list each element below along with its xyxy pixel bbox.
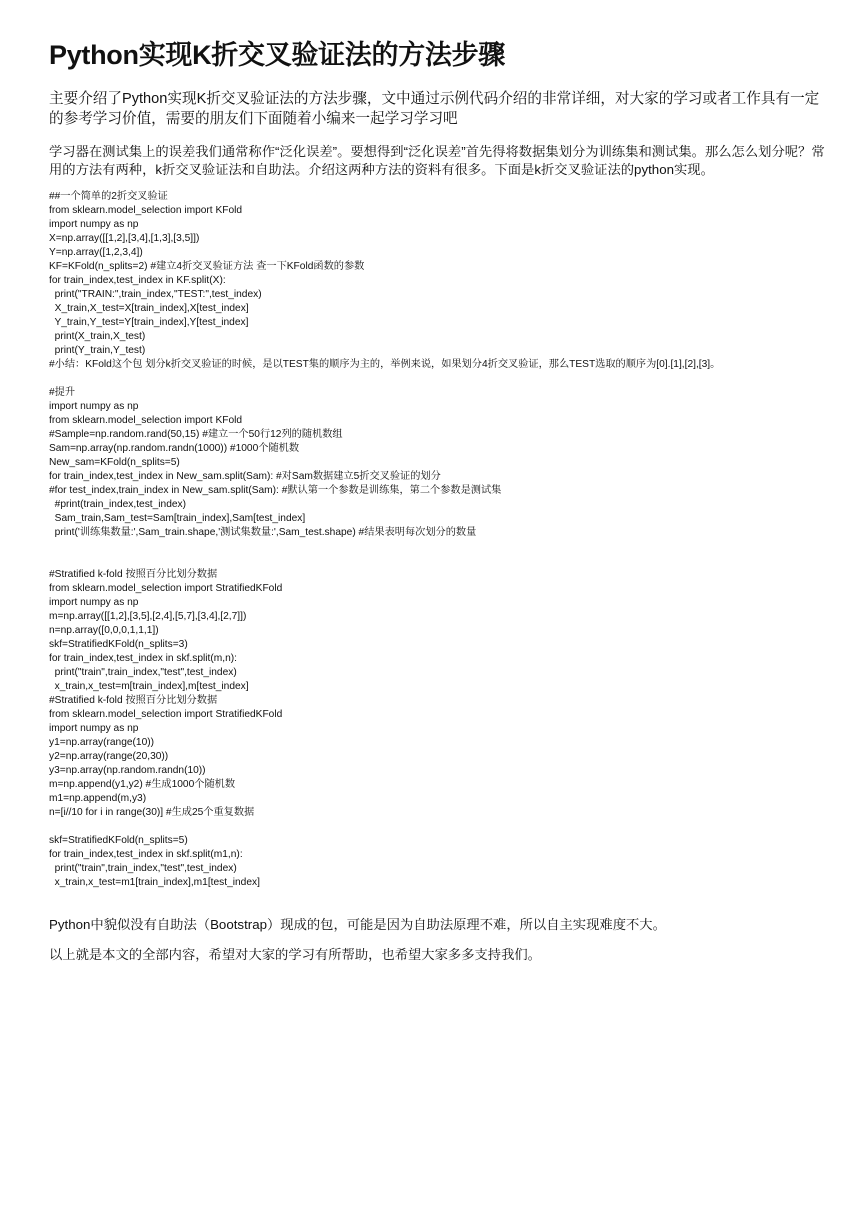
code-line: #Stratified k-fold 按照百分比划分数据 [49, 695, 218, 706]
code-line: Y=np.array([1,2,3,4]) [49, 247, 143, 258]
code-line: X_train,X_test=X[train_index],X[test_index] [49, 303, 249, 314]
article-intro: 主要介绍了Python实现K折交叉验证法的方法步骤，文中通过示例代码介绍的非常详细，对大家的学习或者工作具有一定的参考学习价值，需要的朋友们下面随着小编来一起学习学习吧 [49, 91, 820, 127]
code-line: n=np.array([0,0,0,1,1,1]) [49, 625, 159, 636]
code-line: skf=StratifiedKFold(n_splits=5) [49, 835, 188, 846]
code-line: import numpy as np [49, 723, 139, 734]
code-line: m=np.array([[1,2],[3,5],[2,4],[5,7],[3,4],[2,7]]) [49, 611, 247, 622]
code-line: from sklearn.model_selection import KFold [49, 205, 243, 216]
code-line: m1=np.append(m,y3) [49, 793, 147, 804]
code-line: Y_train,Y_test=Y[train_index],Y[test_index] [49, 317, 249, 328]
code-line: from sklearn.model_selection import KFold [49, 415, 243, 426]
article-title: Python实现K折交叉验证法的方法步骤 [49, 40, 505, 70]
article-outro-1: Python中貌似没有自助法（Bootstrap）现成的包，可能是因为自助法原理不难，所以自主实现难度不大。 [49, 917, 666, 932]
code-line: X=np.array([[1,2],[3,4],[1,3],[3,5]]) [49, 233, 200, 244]
code-line: x_train,x_test=m[train_index],m[test_index] [49, 681, 249, 692]
article-paragraph: 学习器在测试集上的误差我们通常称作“泛化误差”。要想得到“泛化误差”首先得将数据集划分为训练集和测试集。那么怎么划分呢？常用的方法有两种，k折交叉验证法和自助法。介绍这两种方法的资料有很多。下面是k折交叉验证法的python实现。 [49, 144, 825, 177]
code-line: skf=StratifiedKFold(n_splits=3) [49, 639, 188, 650]
code-line: from sklearn.model_selection import StratifiedKFold [49, 709, 283, 720]
code-line: import numpy as np [49, 219, 139, 230]
code-line: print(Y_train,Y_test) [49, 345, 146, 356]
code-line: #Sample=np.random.rand(50,15) #建立一个50行12列的随机数组 [49, 429, 343, 440]
code-line: print('训练集数量:',Sam_train.shape,'测试集数量:',Sam_test.shape) #结果表明每次划分的数量 [49, 527, 477, 538]
code-line: for train_index,test_index in New_sam.split(Sam): #对Sam数据建立5折交叉验证的划分 [49, 471, 441, 482]
code-line: print(X_train,X_test) [49, 331, 146, 342]
article-outro-2: 以上就是本文的全部内容，希望对大家的学习有所帮助，也希望大家多多支持我们。 [49, 947, 541, 962]
code-line: #print(train_index,test_index) [49, 499, 187, 510]
code-line: from sklearn.model_selection import StratifiedKFold [49, 583, 283, 594]
code-line: print("TRAIN:",train_index,"TEST:",test_index) [49, 289, 262, 300]
code-line: print("train",train_index,"test",test_index) [49, 863, 237, 874]
code-line [49, 540, 825, 554]
code-line: #小结：KFold这个包 划分k折交叉验证的时候，是以TEST集的顺序为主的，举例来说，如果划分4折交叉验证，那么TEST选取的顺序为[0].[1],[2],[3]。 [49, 359, 721, 370]
code-line [49, 820, 825, 834]
code-line: for train_index,test_index in KF.split(X): [49, 275, 226, 286]
code-line: Sam_train,Sam_test=Sam[train_index],Sam[test_index] [49, 513, 306, 524]
code-line: n=[i//10 for i in range(30)] #生成25个重复数据 [49, 807, 255, 818]
code-line: print("train",train_index,"test",test_index) [49, 667, 237, 678]
article [49, 38, 825, 964]
code-line: x_train,x_test=m1[train_index],m1[test_index] [49, 877, 260, 888]
code-line: #提升 [49, 387, 76, 398]
code-line: m=np.append(y1,y2) #生成1000个随机数 [49, 779, 236, 790]
code-line: #Stratified k-fold 按照百分比划分数据 [49, 569, 218, 580]
code-line: #for test_index,train_index in New_sam.split(Sam): #默认第一个参数是训练集，第二个参数是测试集 [49, 485, 502, 496]
code-line: import numpy as np [49, 597, 139, 608]
code-line: for train_index,test_index in skf.split(m,n): [49, 653, 237, 664]
code-line [49, 554, 825, 568]
code-line: y1=np.array(range(10)) [49, 737, 155, 748]
code-line: Sam=np.array(np.random.randn(1000)) #1000个随机数 [49, 443, 300, 454]
code-line [49, 372, 825, 386]
code-line: ##一个简单的2折交叉验证 [49, 191, 168, 202]
code-line: y2=np.array(range(20,30)) [49, 751, 169, 762]
code-block [49, 190, 825, 890]
code-line: for train_index,test_index in skf.split(m1,n): [49, 849, 243, 860]
code-line: New_sam=KFold(n_splits=5) [49, 457, 180, 468]
code-line: KF=KFold(n_splits=2) #建立4折交叉验证方法 查一下KFold函数的参数 [49, 261, 365, 272]
code-line: import numpy as np [49, 401, 139, 412]
code-line: y3=np.array(np.random.randn(10)) [49, 765, 206, 776]
